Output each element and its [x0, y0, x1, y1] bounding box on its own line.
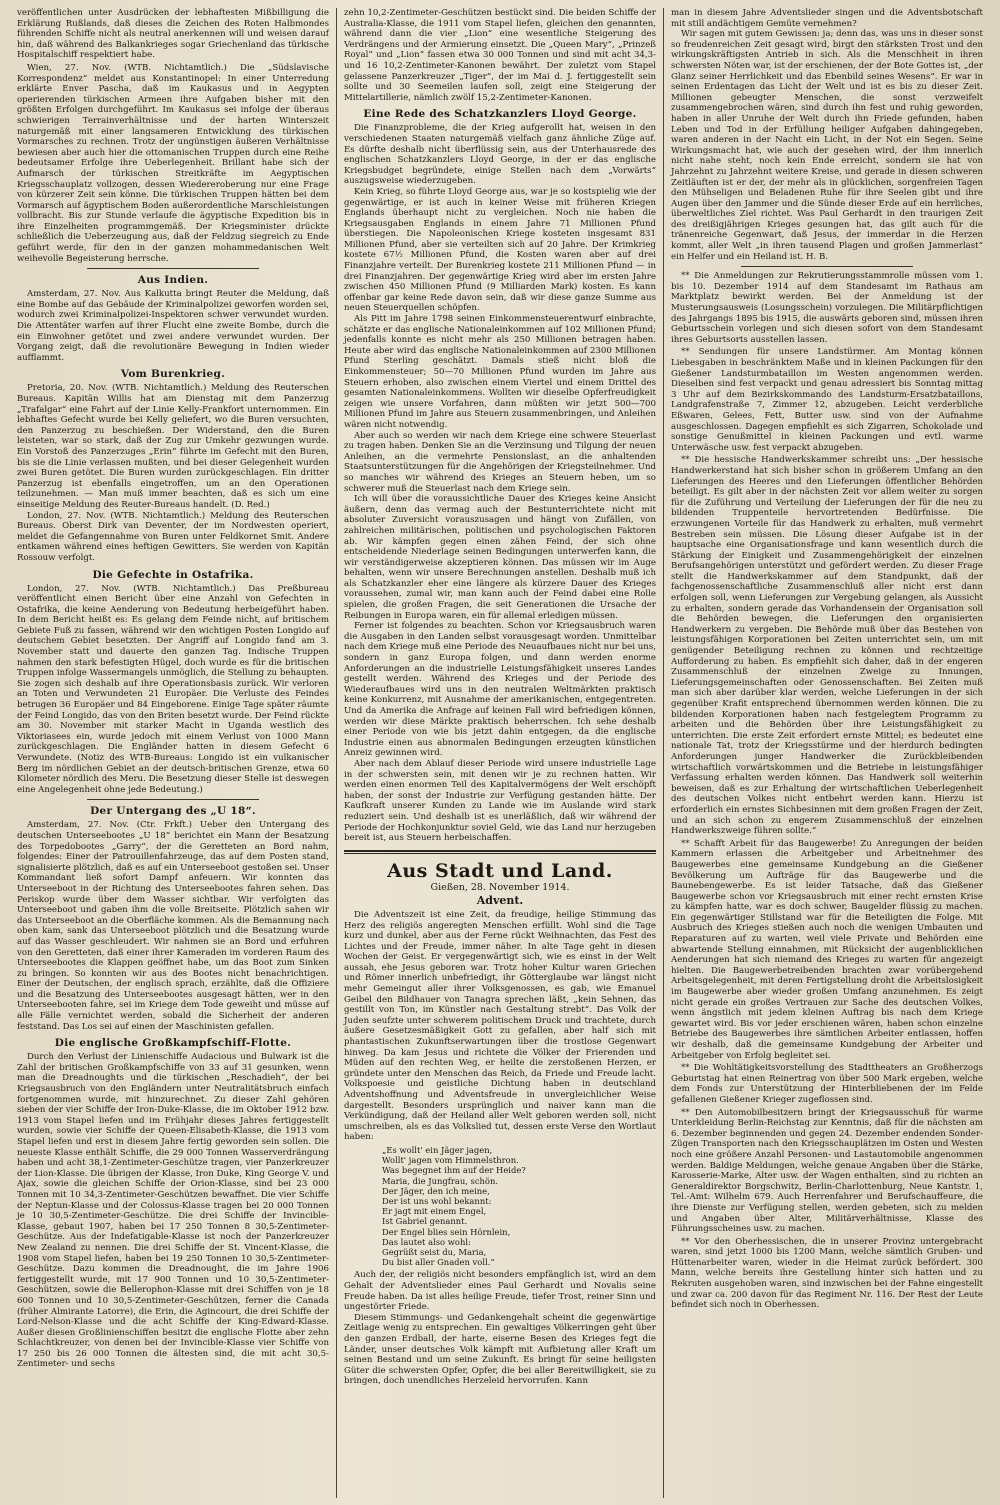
article-text: Als Pitt im Jahre 1798 seinen Einkommensteuerentwurf einbrachte, schätzte er das englische Nationaleinkommen auf 102 Millionen Pfund; jedenfalls konnte es nicht mehr als 250 Millionen betragen haben. Heute aber wird das englische Nationaleinkommen auf 2300 Millionen Pfund Sterling geschätzt. Damals stieß nicht bloß die Einkommensteuer; 50—70 Millionen Pfund wurden im Jahre aus Steuern erhoben, also zwischen einem Viertel und einem Drittel des gesamten Nationaleinkommens. Wollten wir dieselbe Opferfreudigkeit zeigen wie unsere Vorfahren, dann müßten wir jetzt 500—700 Millionen Pfund im Jahre aus Steuern zusammenbringen, und Anleihen wären nicht notwendig.: [344, 314, 656, 430]
article-text: zehn 10,2-Zentimeter-Geschützen bestückt sind. Die beiden Schiffe der Australia-Klasse, die 1911 vom Stapel liefen, gleichen den genannten, während dann die vier „Lion“ eine wesentliche Steigerung des Verdrängens und der Armierung einsetzt. Die „Queen Mary“, „Prinzeß Royal“ und „Lion“ fassen etwa 30 000 Tonnen und sind mit acht 34,3- und 16 10,2-Zentimeter-Kanonen bewährt. Der zuletzt vom Stapel gelassene Panzerkreuzer „Tiger“, der im Mai d. J. fertiggestellt sein sollte und 30 Seemeilen laufen soll, zeigt eine Steigerung der Mittelartillerie, nämlich zwölf 15,2-Zentimeter-Kanonen.: [344, 8, 656, 103]
headline-u18: Der Untergang des „U 18“.: [90, 805, 256, 818]
local-news-item: ** Sendungen für unsere Landstürmer. Am Montag können Liebesgaben in beschränktem Maße und in kleinen Packungen für den Gießener Landsturmbataillon im Westen angenommen werden. Dieselben sind fest verpackt und genau adressiert bis Sonntag mittag 3 Uhr auf dem Bezirkskommando des Landsturm-Ersatzbataillons, Landgrafenstraße 7, Zimmer 12, abzugeben. Leicht verderbliche Eßwaren, Gelees, Fett, Butter usw. sind von der Aufnahme ausgeschlossen. Dagegen empfiehlt es sich Zigarren, Schokolade und sonstige Genußmittel in kleinen Packungen und evtl. warme Unterwäsche usw. fest verpackt abzugeben.: [671, 347, 983, 453]
divider: [87, 268, 259, 269]
column-1: [10, 8, 337, 1498]
article-text: Diesem Stimmungs- und Gedankengehalt scheint die gegenwärtige Zeitlage wenig zu entsprechen. Ein gewaltiges Völkerringen geht über den ganzen Erdball, der harte, eiserne Besen des Krieges fegt die Länder, unser deutsches Volk kämpft mit Aufbietung aller Kraft um seinen Bestand und um seine Zukunft. Es bringt für seine heiligsten Güter die schwersten Opfer, Opfer, die bei aller Bereitwilligkeit, sie zu bringen, doch unendliches Herzeleid hervorrufen. Kann: [344, 1312, 656, 1387]
poem-line: Der ist uns wohl bekannt:: [382, 1195, 492, 1206]
poem: [382, 1145, 656, 1267]
poem-line: Er jagt mit einem Engel,: [382, 1206, 487, 1217]
headline-indien: Aus Indien.: [137, 274, 209, 287]
article-text: veröffentlichen unter Ausdrücken der lebhaftesten Mißbilligung die Erklärung Rußlands, daß dieses die Zeichen des Roten Halbmondes führenden Schiffe nicht als neutral anerkennen will und weisen darauf hin, daß während des Balkankrieges sogar Griechenland das türkische Hospitalschiff respektiert habe.: [17, 8, 329, 61]
local-news-item: ** Die Anmeldungen zur Rekrutierungsstammrolle müssen vom 1. bis 10. Dezember 1914 auf dem Standesamt im Rathaus am Marktplatz bewirkt werden. Bei der Anmeldung ist der Musterungsausweis (Losungsschein) vorzulegen. Die Militärpflichtigen des Jahrgangs 1895 bis 1915, die auswärts geboren sind, müssen ihren Geburtsschein vorlegen und sich diesen sofort von dem Standesamt ihres Geburtsorts ausstellen lassen.: [671, 271, 983, 345]
local-news-item: ** Die Wohltätigkeitsvorstellung des Stadttheaters an Großherzogs Geburtstag hat einen Reinertrag von über 500 Mark ergeben, welche dem Fonds zur Unterstützung der Hinterbliebenen der im Felde gefallenen Gießener Krieger zugeflossen sind.: [671, 1063, 983, 1105]
poem-line: Gegrüßt seist du, Maria,: [382, 1247, 487, 1257]
section-title: Aus Stadt und Land.: [387, 859, 613, 882]
local-news-item: ** Vor den Oberhessischen, die in unserer Provinz untergebracht waren, sind jetzt 1000 bis 1200 Mann, welche sämtlich Gruben- und Hüttenarbeiter waren, wieder in die Heimat zurück befördert. 300 Mann, welche bereits ihre Gestellung hinter sich hatten und zu Rekruten ausgehoben waren, sind inzwischen bei der Fahne eingestellt und zwar ca. 200 davon für das Regiment Nr. 116. Der Rest der Leute befindet sich noch in Oberhessen.: [671, 1236, 983, 1311]
poem-line: Das lautet also wohl:: [382, 1236, 471, 1247]
local-news-item: ** Die hessische Handwerkskammer schreibt uns: „Der hessische Handwerkerstand hat sich bisher schon in größerem Umfang an den Lieferungen des Heeres und den Lieferungen öffentlicher Behörden beteiligt. Es gilt aber in der nächsten Zeit vor allem weiter zu sorgen für die Zuführung und Verteilung der Lieferungen der für die neu zu bildenden Truppenteile hervortretenden Bedürfnisse. Die erzwungenen Vorteile für das Handwerk zu erhalten, muß vermehrt Bestreben sein müssen. Die Lösung dieser Aufgabe ist in der hauptsache eine Organisationsfrage und kann wesentlich durch die Stärkung der Einigkeit und Zusammengehörigkeit der einzelnen Berufsangehörigen unterstützt und gefördert werden. Zu dieser Frage stellt die Handwerkskammer auf dem Standpunkt, daß der fachgenossenschaftliche Zusammenschluß aller nicht erst dann erfolgen soll, wenn Lieferungen zur Vergebung gelangen, als Aussicht zu erhalten, sondern gerade das Vorhandensein der Organisation soll die Behörden bewegen, die Lieferungen den organisierten Handwerkern zu vergeben. Die Behörde muß über das Bestehen von leistungsfähigen Korporationen bei Zeiten unterrichtet sein, um mit genügender Beteiligung rechnen zu können und rechtzeitige Aufforderung zu haben. Es empfiehlt sich daher, daß in der engeren Zusammenschluß der einzelnen Zweige zu Innungen, Lieferungsgemeinschaften oder Genossenschaften. Bei Zeiten muß man sich aber darüber klar werden, welche Lieferungen in der sich gegenüber Krafit entsprechend übernommen werden können. Die zu bildenden Korporationen haben nach festgelegtem Programm zu arbeiten und die Behörden über ihre Leistungsfähigkeit zu unterrichten. Die erste Zeit erfordert ernste Mittel; es bedeutet eine nationale Tat, trotz der Kriegsstürme und der hierdurch bedingten Anforderungen junger Handwerker die Zurückbleibenden wirtschaftlich vorwärtskommen und die Betriebe in leistungsfähiger Verfassung erhalten werden können. Das Handwerk soll weiterhin beweisen, daß es zur Erhaltung der wirtschaftlichen Ueberlegenheit des deutschen Volkes nicht entbehrt werden kann. Hierzu ist erforderlich ein ernstes Sichbesinnen mit dem großen Fragen der Zeit, und an sich schon zu engerem Zusammenschluß der einzelnen Handwerkszweige führen sollte.“: [671, 455, 983, 837]
section-divider: [344, 850, 656, 854]
poem-line: Der Jäger, den ich meine,: [382, 1185, 490, 1196]
column-3: [664, 8, 990, 1498]
article-text: Aber nach dem Ablauf dieser Periode wird unsere industrielle Lage in der schwersten sein, mit denen wir je zu rechnen hatten. Wir werden einen enormen Teil des Kapitalvermögens der Welt erschöpft haben, der sonst der Industrie zur Verfügung gestanden hätte. Der Kaufkraft unserer Kunden zu Lande wie im Auslande wird stark reduziert sein. Und deshalb ist es unerläßlich, daß wir während der Periode der Hochkonjunktur soviel Geld, wie das Land nur herzugeben bereit ist, aus Steuern herbeischaffen.: [344, 758, 656, 844]
poem-line: Wollt' jagen vom Himmelsthron.: [382, 1155, 519, 1166]
local-news-item: ** Schafft Arbeit für das Baugewerbe! Zu Anregungen der beiden Kammern erlassen die Arbeitgeber und Arbeitnehmer des Baugewerbes eine gemeinsame Kundgebung an die Gießener Bevölkerung um Aufträge für das Baugewerbe und die Baunebengewerbe. Es ist leider Tatsache, daß das Gießener Baugewerbe schon vor Kriegsausbruch mit einer recht ernsten Krise zu kämpfen hatte, war es doch schwer, Baugelder flüssig zu machen. Ein gegenwärtiger Stillstand war für die Beteiligten die Folge. Mit Ausbruch des Krieges stießen auch noch die wenigen Umbauten und Reparaturen auf zu warten, weil viele Private und Behörden eine abwartende Stellung einnahmen, mit Rücksicht der augenblicklichen Aenderungen hat sich niemand des Krieges zu warten für angezeigt hielten. Die Baugewerbetreibenden brachten zwar vorübergehend Arbeitsgelegenheit, mit deren Fertigstellung droht die Arbeitslosigkeit im Baugewerbe aber wieder großen Umfang anzunehmen. Es zeigt nicht gerade ein großes Vertrauen zur Sache des deutschen Volkes, wenn ängstlich mit jedem kleinen Auftrag bis nach dem Kriege gewartet wird. Bis vor jeder erschienen wären, haben schon einzelne Betriebe des Baugewerbes ihre sämtlichen Arbeiter entlassen, hoffen wir deshalb, daß die gemeinsame Kundgebung der Arbeiter und Arbeitgeber von Erfolg begleitet sei.: [671, 838, 983, 1061]
article-text: Pretoria, 20. Nov. (WTB. Nichtamtlich.) Meldung des Reuterschen Bureaus. Kapitän Willis hat am Dienstag mit dem Panzerzug „Trafalgar“ eine Fahrt auf der Linie Kelly-Frankfort unternommen. Ein lebhaftes Gefecht wurde bei Kelly geliefert, wo die Buren versuchten, den Panzerzug zu beschießen. Der Widerstand, den die Buren leisteten, war so stark, daß der Zug zur Umkehr gezwungen wurde. Ein Vorstoß des Panzerzuges „Erin“ führte im Gefecht mit den Buren, bis sie die Linie verlassen mußten, und bei dieser Gelegenheit wurden zwei Buren getötet. Die Buren wurden zurückgeschlagen. Ein dritter Panzerzug ist ebenfalls eingetroffen, um an den Operationen teilzunehmen. — Man muß immer beachten, daß es sich um eine einseitige Meldung des Reuter-Bureaus handelt. (D. Red.): [17, 383, 329, 510]
poem-line: Maria, die Jungfrau, schön.: [382, 1175, 499, 1186]
dateline: Gießen, 28. November 1914.: [430, 881, 570, 893]
divider: [741, 266, 913, 267]
headline-flotte: Die englische Großkampfschiff-Flotte.: [54, 1037, 292, 1050]
article-text: Ferner ist folgendes zu beachten. Schon vor Kriegsausbruch waren die Ausgaben in den Landen selbst vorausgesagt worden. Unmittelbar nach dem Kriege muß eine Periode des Neuaufbaues nicht nur bei uns, sondern in ganz Europa folgen, und dann werden enorme Anforderungen an die industrielle Leistungsfähigkeit unseres Landes gestellt werden. Während des Krieges und der Periode des Wiederaufbaues wird uns in den neutralen Weltmärkten praktisch keine Konkurrenz, mit Ausnahme der amerikanischen, entgegentreten. Und da Amerika die Anfrage auf keinen Fall wird befriedigen können, werden wir diese Märkte praktisch beherrschen. Ich sehe deshalb einer Periode von wie bis jetzt dahin entgegen, da die englische Industrie einen aus abnormalen Bedingungen erzeugten künstlichen Anreiz gewinnen wird.: [344, 621, 656, 759]
article-text: Amsterdam, 27. Nov. Aus Kalkutta bringt Reuter die Meldung, daß eine Bombe auf das Gebäude der Kriminalpolizei geworfen worden sei, wodurch zwei Kriminalpolizei-Inspektoren schwer verwundet wurden. Die Attentäter warfen auf ihrer Flucht eine zweite Bombe, durch die ein Einwohner getötet und zwei andere verwundet wurden. Der Vorgang zeigt, daß die revolutionäre Bewegung in Indien wieder aufflammt.: [17, 289, 329, 363]
article-text: Wir sagen mit gutem Gewissen: ja; denn das, was uns in dieser sonst so freudenreichen Zeit gesagt wird, birgt den stärksten Trost und den wirkungskräftigsten Antrieb in sich. Als die Menschheit in ihren schwersten Nöten war, ist der erschienen, der der Bote Gottes ist, „der Glanz seiner Herrlichkeit und das Ebenbild seines Wesens“. Er war in seinen Erdentagen das Licht der Welt und ist es bis zu dieser Zeit. Millionen gebeugter Menschen, die sonst verzweifelt zusammengebrochen wären, sind durch ihn fest und ruhig geworden, haben in aller Unruhe der Welt durch ihn Friede gefunden, haben Leben und Tod in der Erfüllung heiliger Aufgaben dahingegeben, waren anderen in der Nacht ein Licht, in der Not ein Segen. Seine Wirkungsmacht hat, wie auch der gesehen wird, der ihm innerlich nicht nahe steht, noch kein Ende erreicht, sondern sie hat von Jahrzehnt zu Jahrzehnt weitere Kreise, und gerade in diesen schweren Zeitläuften ist er der, der mehr als in glücklichen, sorgenfreien Tagen den Mühseligen und Beladenen Ruhe für ihre Seelen gibt und ihre Augen über den Jammer und die Sünde dieser Erde auf ein herrliches, überweltliches Ziel richtet. Was Paul Gerhardt in den traurigen Zeit des dreißigjährigen Krieges gesungen hat, das gilt auch für die tränenreiche Gegenwart, daß Jesus, der immerdar in die Herzen kommt, aller Welt „in ihren tausend Plagen und großen Jammerlast“ ein Helfer und ein Heiland ist. H. B.: [671, 29, 983, 262]
article-text: Durch den Verlust der Linienschiffe Audacious und Bulwark ist die Zahl der britischen Großkampfschiffe von 33 auf 31 gesunken, wenn man die Dreadnoughts und die türkischen „Reschadieh“, der bei Kriegsausbruch von den Engländern unter Neutralitätsbruch einfach fortgenommen wurde, mit hinzurechnet. Zu dieser Zahl gehören sieben der vier Schiffe der Iron-Duke-Klasse, die im Oktober 1912 bzw. 1913 vom Stapel liefen und im Frühjahr dieses Jahres fertiggestellt wurden, sowie vier Schiffe der Queen-Elisabeth-Klasse, die 1913 vom Stapel liefen und erst in diesem Jahre fertig geworden sein sollen. Die neueste Klasse enthält Schiffe, die 29 000 Tonnen Wasserverdrängung haben und acht 38,1-Zentimeter-Geschütze tragen, vier Panzerkreuzer der Lion-Klasse. Die übrigen der Klasse, Iron Duke, King George V. und Ajax, sowie die gleichen Schiffe der Orion-Klasse, sind bei 23 000 Tonnen mit 10 34,3-Zentimeter-Geschützen bewaffnet. Die vier Schiffe der Neptun-Klasse und der Colossus-Klasse tragen bei 20 000 Tonnen je 10 30,5-Zentimeter-Geschütze. Die drei Schiffe der Invincible-Klasse, gebaut 1907, haben bei 17 250 Tonnen 8 30,5-Zentimeter-Geschütze. Aus der Indefatigable-Klasse ist noch der Panzerkreuzer New Zealand zu nennen. Die drei Schiffe der St. Vincent-Klasse, die 1908 vom Stapel liefen, haben bei 19 250 Tonnen 10 30,5-Zentimeter-Geschütze. Dazu kommen die Dreadnought, die im Jahre 1906 fertiggestellt wurde, mit 17 900 Tonnen und 10 30,5-Zentimeter-Geschützen, sowie die Bellerophon-Klasse mit drei Schiffen von je 18 600 Tonnen und 10 30,5-Zentimeter-Geschützen, ferner die Canada (früher Almirante Latorre), die Erin, die Agincourt, die drei Schiffe der Lord-Nelson-Klasse und die acht Schiffe der King-Edward-Klasse. Außer diesen Großlinienschiffen besitzt die englische Flotte aber zehn Schlachtkreuzer, von denen bei der Invincible-Klasse vier Schiffe von 17 250 bis 26 000 Tonnen die ältesten sind, die mit acht 30,5-Zentimeter- und sechs: [17, 1052, 329, 1370]
column-2: [337, 8, 664, 1498]
article-text: Die Finanzprobleme, die der Krieg aufgerollt hat, weisen in den verschiedenen Staaten naturgemäß vielfach ganz ähnliche Züge auf. Es dürfte deshalb nicht überflüssig sein, aus der Unterhausrede des englischen Schatzkanzlers Lloyd George, in der er das englische Kriegsbudget begründete, einige Stellen nach dem „Vorwärts“ auszugsweise wiederzugeben.: [344, 123, 656, 187]
poem-line: Was begegnet ihm auf der Heide?: [382, 1165, 526, 1176]
article-text: Wien, 27. Nov. (WTB. Nichtamtlich.) Die „Südslavische Korrespondenz“ meldet aus Konstantinopel: In einer Unterredung erklärte Enver Pascha, daß im Kaukasus und in Aegypten operierenden türkischen Armeen ihre Aufgaben bisher mit den größten Erfolgen durchgeführt. Im Kaukasus sei infolge der überaus schwierigen Terrainverhältnisse und der harten Winterszeit naturgemäß mit einer langsameren Entwicklung des türkischen Vormarsches zu rechnen. Trotz der ungünstigen äußeren Verhältnisse bewiesen aber auch hier die ottomanischen Truppen durch eine Reihe bedeutsamer Erfolge ihre Ueberlegenheit. Brillant habe sich der Aufmarsch der türkischen Streitkräfte im Aegyptischen Kriegsschauplatz vollzogen, dessen Wiedereroberung nur eine Frage von kürzerer Zeit sein könne. Die türkischen Truppen hätten bei dem Vormarsch auf ägyptischem Boden außerordentliche Marschleistungen vollbracht. Bis zur Stunde verlaufe die ägyptische Expedition bis in ihre Einzelheiten programmgemäß. Der Kriegsminister drückte schließlich die Ueberzeugung aus, daß der Feldzug siegreich zu Ende geführt werde, für den in der ganzen mohammedanischen Welt weihevolle Begeisterung herrsche.: [17, 62, 329, 264]
headline-advent: Advent.: [476, 894, 524, 908]
article-text: Ich will über die voraussichtliche Dauer des Krieges keine Ansicht äußern, denn das vermag auch der Bestunterrichtete nicht mit absoluter Zuversicht vorauszusagen und hängt von Zufällen, von zahlreichen militärischen, politischen und psychologischen Faktoren ab. Wir kämpfen gegen einen zähen Feind, der sich ohne entscheidende Niederlage seinen Bedingungen unterwerfen kann, die wir verständigerweise akzeptieren können. Das müssen wir im Auge behalten, wenn wir unsere Berechnungen anstellen. Deshalb muß ich als Schatzkanzler eher eine längere als kürzere Dauer des Krieges voraussehen, zumal wir, man kann auch der Feind dabei eine Rolle spielen, die großen Fragen, die seit Generationen die Ursache der Reibungen in Europa waren, ein für allemal erledigen müssen.: [344, 494, 656, 621]
poem-line: Der Engel blies sein Hörnlein,: [382, 1226, 511, 1237]
local-news-item: ** Den Automobilbesitzern bringt der Kriegsausschuß für warme Unterkleidung Berlin-Reichstag zur Kenntnis, daß für die nächsten am 6. Dezember beginnenden und gegen 24. Dezember endenden Sonder-Zügen Transporten nach den Kriegsschauplätzen im Osten und Westen noch eine größere Anzahl Personen- und Lastautomobile angenommen werden. Baldige Meldungen, welche genaue Angaben über die Stärke, Karosserie-Marke, Alter usw. der Wagen enthalten, sind zu richten an Generaldirektor Borgschwitz, Berlin-Charlottenburg, Neue Kantstr. 1, Tel.-Amt: Wilhelm 679. Auch Herrenfahrer und Berufschauffeure, die ihre Dienste zur Verfügung stellen, werden gebeten, sich zu melden und Angaben über Alter, Militärverhältnisse, Klasse des Führungsscheines usw. zu machen.: [671, 1107, 983, 1235]
article-text: Aber auch so werden wir nach dem Kriege eine schwere Steuerlast zu tragen haben. Denken Sie an die Verzinsung und Tilgung der neuen Anleihen, an die vermehrte Pensionslast, an die anhaltenden Staatsunterstützungen für die Angehörigen der Kriegsteilnehmer. Und so manches wir während des Krieges an Steuern heben, um so schwerer muß die Steuerlast nach dem Kriege sein.: [344, 430, 656, 494]
article-text: Kein Krieg, so führte Lloyd George aus, war je so kostspielig wie der gegenwärtige, er ist auch in keiner Weise mit früheren Kriegen Englands überhaupt nicht zu vergleichen. Noch nie haben die Kriegsausgaben Englands in einem Jahre 71 Millionen Pfund überstiegen. Die Napoleonischen Kriege kosteten insgesamt 831 Millionen Pfund, aber sie verteilten sich auf 20 Jahre. Der Krimkrieg kostete 67½ Millionen Pfund, die Kosten waren aber auf drei Finanzjahre verteilt. Der Burenkrieg kostete 211 Millionen Pfund — in drei Finanzjahren. Der gegenwärtige Krieg wird aber im ersten Jahre zwischen 450 Millionen Pfund (9 Milliarden Mark) kosten. Es kann offenbar gar keine Rede davon sein, daß wir diese ganze Summe aus neuen Steuerquellen schöpfen.: [344, 186, 656, 314]
divider: [87, 799, 259, 800]
headline-ostafrika: Die Gefechte in Ostafrika.: [92, 568, 254, 581]
article-text: London, 27. Nov. (WTB. Nichtamtlich.) Das Preßbureau veröffentlicht einen Bericht über eine Anzahl von Gefechten in Ostafrika, die keine Aenderung von Bedeutung herbeigeführt haben. In dem Bericht heißt es: Es gelang dem Feinde nicht, auf britischem Gebiete Fuß zu fassen, während wir den wichtigen Posten Longido auf deutschem Gebiet besetzten. Der Angriff auf Longido fand am 3. November statt und dauerte den ganzen Tag. Indische Truppen nahmen den stark befestigten Hügel, doch wurde es für die britischen Truppen infolge Wassermangels unmöglich, die Stellung zu behaupten. Sie zogen sich deshalb auf ihre Operationsbasis zurück. Wir verloren an Toten und Verwundeten 21 Europäer. Die Verluste des Feindes betrugen 36 Europäer und 84 Eingeborene. Einige Tage später räumte der Feind Longido, das von den Briten besetzt wurde. Der Feind rückte am 30. November mit starker Macht in Uganda westlich des Viktoriasees ein, wurde jedoch mit einem Verlust von 1000 Mann zurückgeschlagen. Die Engländer hatten in diesem Gefecht 6 Verwundete. (Notiz des WTB-Bureaus: Longido ist ein vulkanischer Berg im nördlichen Gebiet an der deutsch-britischen Grenze, etwa 60 Kilometer nördlich des Meru. Die Besetzung dieser Stelle ist deswegen eine Angelegenheit ohne jede Bedeutung.): [17, 583, 329, 795]
poem-line: „Es wollt' ein Jäger jagen,: [382, 1144, 493, 1155]
poem-line: Ist Gabriel genannt.: [382, 1216, 468, 1227]
poem-line: Du bist aller Gnaden voll.“: [382, 1257, 495, 1268]
article-text: man in diesem Jahre Adventslieder singen und die Adventsbotschaft mit still andächtigem Gemüte vernehmen?: [671, 8, 983, 29]
article-text: Die Adventszeit ist eine Zeit, da freudige, heilige Stimmung das Herz des religiös angeregten Menschen erfüllt. Wohl sind die Tage kurz und dunkel, aber aus der Ferne rückt Weihnachten, das Fest des Lichtes und der Freude, immer näher. In alte Tage geht in diesen Wochen der Geist. Er vergegenwärtigt sich, wie es einst in der Welt aussah, ehe Jesus geboren war. Trotz hoher Kultur waren Griechen und Römer innerlich unbefriedigt, ihr Götterglaube war längst nicht mehr Gemeingut aller ihrer Volksgenossen, es gab, wie Emanuel Geibel den Bildhauer von Tanagra sprechen läßt, „kein Sehnen, das gestillt von Ton, im Künstler nach Gestaltung strebt“. Das Volk der Juden seufzte unter schwerem politischem Druck und trachtete, durch äußere Gesetzesmäßigkeit Gott zu gefallen, aber half sich mit phantastischen Zukunftserwartungen über die trostlose Gegenwart hinweg. Da kam Jesus und richtete die Völker der Frierenden und Müden auf den rechten Weg, er heilte die zerstoßenen Herzen, er gründete unter den Menschen das Reich, da Friede und Freude lacht. Volkspoesie und geistliche Dichtung haben in deutschland Adventshoffnung und Adventsfreude in unvergleichlicher Weise dargestellt. Besonders ursprünglich und naiver kann man die Verkündigung, daß der Heiland aller Welt geboren werden soll, nicht umschreiben, als es das Volkslied tut, dessen erste Verse den Wortlaut haben:: [344, 909, 656, 1143]
headline-lloyd-george: Eine Rede des Schatzkanzlers Lloyd George.: [363, 108, 637, 121]
article-text: Amsterdam, 27. Nov. (Ctr. Frkft.) Ueber den Untergang des deutschen Unterseebootes „U 18“ berichtet ein Mann der Besatzung des Torpedobootes „Garry“, der die Geretteten an Bord nahm, folgendes: Einer der Patrouillenfahrzeuge, das auf dem Posten stand, signalisierte plötzlich, daß es auf ein Unterseeboot gestoßen sei. Unser Kommandant ließ sofort Dampf anfeuern. Wir konnten das Unterseeboot in der Richtung des Unterseebootes fahren sehen. Das Periskop wurde über dem Wasser sichtbar. Wir verfolgten das Unterseeboot und gaben ihm die volle Breitseite. Plötzlich sahen wir das Unterseeboot an die Oberfläche kommen. Als die Bemannung nach oben kam, sank das Unterseeboot plötzlich und die Besatzung wurde auf das Wasser geschleudert. Wir nahmen sie an Bord und erfuhren von den Geretteten, daß einer ihrer Kameraden im vorderen Raum des Unterseebootes die Klappen geöffnet habe, um das Boot zum Sinken zu bringen. So konnten wir aus des Bootes nicht benachrichtigen. Einer der Deutschen, der englisch sprach, erzählte, daß die Offiziere und die Besatzung des Unterseebootes ausgesagt hätten, wer in den Unterseebooten fahre, sei im Kriege dem Tode geweiht und müsse auf alle Fälle vernichtet werden, sobald die Sicherheit der anderen feststand. Das Los sei auf einen der Maschinisten gefallen.: [17, 820, 329, 1032]
headline-burenkrieg: Vom Burenkrieg.: [120, 368, 226, 381]
article-text: Auch der, der religiös nicht besonders empfänglich ist, wird an dem Gehalt der Adventslieder eines Paul Gerhardt und Novalis seine Freude haben. Da ist alles heilige Freude, tiefer Trost, reiner Sinn und ungestörter Friede.: [344, 1270, 656, 1313]
article-text: London, 27. Nov. (WTB. Nichtamtlich.) Meldung des Reuterschen Bureaus. Oberst Dirk van Deventer, der im Nordwesten operiert, meldet die Gefangennahme von Buren unter Feldkornet Smit. Andere entkamen während eines heftigen Gewitters. Sie werden von Kapitän Rossouw verfolgt.: [17, 510, 329, 563]
